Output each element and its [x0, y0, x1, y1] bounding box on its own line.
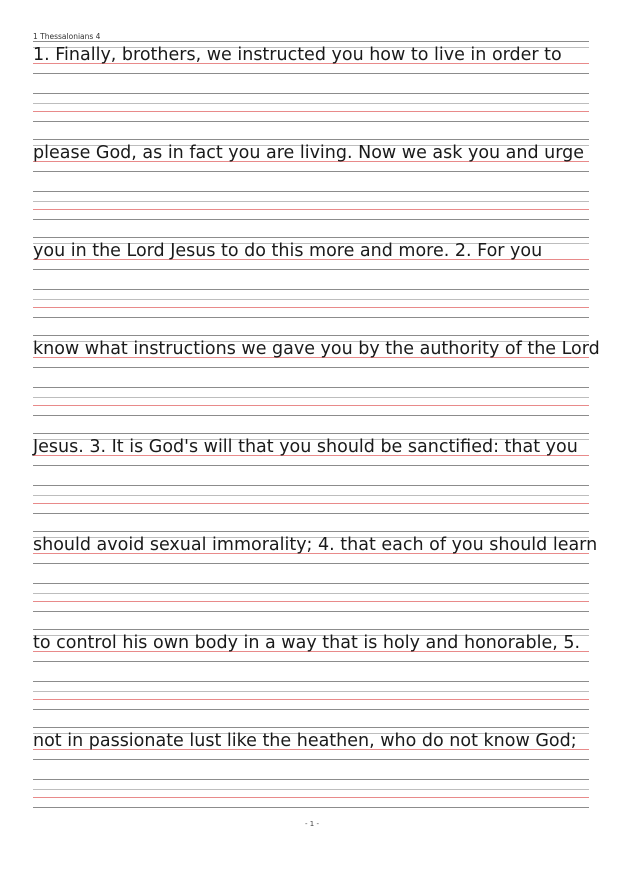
practice-line-block: [33, 531, 598, 629]
practice-sentence: 1. Finally, brothers, we instructed you how to live in order to: [33, 45, 562, 65]
practice-line-block: [33, 433, 589, 531]
practice-sentence: not in passionate lust like the heathen, who do not know God;: [33, 731, 577, 751]
practice-line-block: [33, 335, 600, 433]
practice-line-block: [33, 41, 589, 139]
practice-sentence: know what instructions we gave you by the authority of the Lord: [33, 339, 600, 359]
practice-sentence: Jesus. 3. It is God's will that you should be sanctified: that you: [33, 437, 578, 457]
handwriting-practice-sheet: [33, 41, 600, 821]
practice-sentence: to control his own body in a way that is holy and honorable, 5.: [33, 633, 581, 653]
practice-line-block: [33, 727, 589, 825]
practice-sentence: you in the Lord Jesus to do this more and more. 2. For you: [33, 241, 543, 261]
page-header: 1 Thessalonians 4: [33, 32, 101, 41]
practice-sentence: please God, as in fact you are living. Now we ask you and urge: [33, 143, 585, 163]
page-number: - 1 -: [305, 820, 319, 828]
practice-sentence: should avoid sexual immorality; 4. that each of you should learn: [33, 535, 598, 555]
practice-line-block: [33, 629, 589, 727]
practice-line-block: [33, 237, 589, 335]
practice-line-block: [33, 139, 589, 237]
